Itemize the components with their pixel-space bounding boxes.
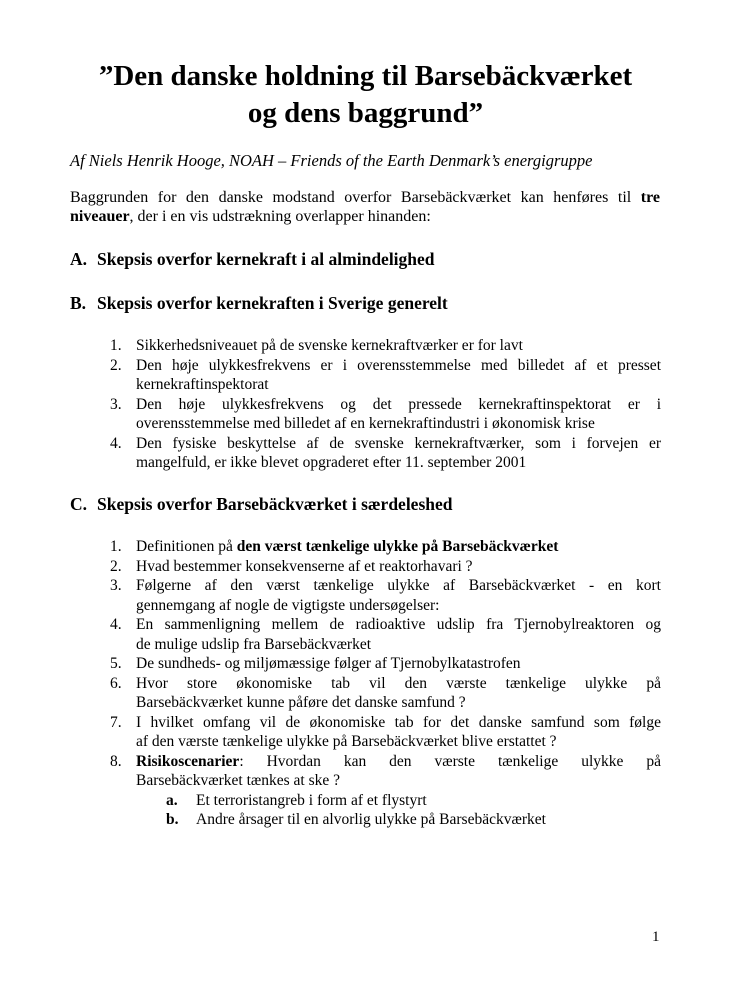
list-item <box>110 654 661 674</box>
section-b-list <box>110 336 661 473</box>
intro-line-2 <box>70 207 660 226</box>
list-line <box>136 752 661 772</box>
list-item-text <box>136 557 661 577</box>
list-number: 1. <box>110 337 122 354</box>
sublist-item <box>166 810 661 830</box>
list-item <box>110 615 661 654</box>
list-text: : Hvordan kan den værste tænkelige ulykke på <box>239 752 661 770</box>
list-item-text <box>136 537 661 557</box>
list-number: 3. <box>110 395 122 413</box>
list-text: Definitionen på <box>136 538 237 555</box>
list-number: 1. <box>110 538 122 555</box>
section-title: Skepsis overfor Barsebäckværket i særdeleshed <box>97 494 453 514</box>
list-item <box>110 356 661 395</box>
list-item-text <box>136 356 661 395</box>
list-line: Den høje ulykkesfrekvens og det pressede kernekraftinspektorat er i <box>136 395 661 413</box>
section-c-heading <box>70 494 453 515</box>
list-item <box>110 674 661 713</box>
list-line: mangelfuld, er ikke blevet opgraderet efter 11. september 2001 <box>136 454 527 471</box>
list-number: 4. <box>110 616 122 633</box>
list-line: Den fysiske beskyttelse af de svenske kernekraftværker, som i forvejen er <box>136 434 661 452</box>
list-number: 2. <box>110 557 122 575</box>
list-item <box>110 557 661 577</box>
list-item-text <box>136 674 661 713</box>
list-line: Hvor store økonomiske tab vil den værste tænkelige ulykke på <box>136 674 661 692</box>
sublist-letter: b. <box>166 811 179 828</box>
intro-paragraph <box>70 188 660 226</box>
list-line: Barsebäckværket tænkes at ske ? <box>136 772 341 789</box>
list-line <box>136 537 661 557</box>
list-line: De sundheds- og miljømæssige følger af Tjernobylkatastrofen <box>136 655 521 672</box>
intro-text: , der i en vis udstrækning overlapper hinanden: <box>129 208 431 225</box>
list-line: gennemgang af nogle de vigtigste undersøgelser: <box>136 596 440 614</box>
author-line: Af Niels Henrik Hooge, NOAH – Friends of the Earth Denmark’s energigruppe <box>70 151 593 170</box>
list-line: Sikkerhedsniveauet på de svenske kernekraftværker er for lavt <box>136 337 523 354</box>
list-number: 6. <box>110 674 122 692</box>
list-line: Barsebäckværket kunne påføre det danske samfund ? <box>136 694 466 711</box>
intro-emphasis: niveauer <box>70 208 130 225</box>
list-item <box>110 434 661 473</box>
list-item-text <box>136 752 661 791</box>
section-title: Skepsis overfor kernekraften i Sverige generelt <box>97 293 448 313</box>
section-letter: A. <box>70 249 88 269</box>
sublist-letter: a. <box>166 791 178 809</box>
list-line: kernekraftinspektorat <box>136 376 269 393</box>
list-line: de mulige udslip fra Barsebäckværket <box>136 635 372 653</box>
intro-text: Baggrunden for den danske modstand overfor Barsebäckværket kan henføres til <box>70 189 641 206</box>
list-item-text <box>136 654 661 674</box>
section-a-heading <box>70 249 435 270</box>
list-line: Den høje ulykkesfrekvens er i overensstemmelse med billedet af et presset <box>136 356 661 374</box>
sublist-text: Andre årsager til en alvorlig ulykke på Barsebäckværket <box>196 811 546 828</box>
section-letter: B. <box>70 293 87 313</box>
list-item <box>110 576 661 615</box>
list-number: 2. <box>110 356 122 374</box>
document-title <box>40 58 691 132</box>
list-number: 5. <box>110 655 122 672</box>
list-number: 8. <box>110 752 122 770</box>
section-c-list <box>110 537 661 830</box>
page-number: 1 <box>652 929 660 945</box>
intro-emphasis: tre <box>640 189 660 206</box>
list-item-text <box>136 615 661 654</box>
list-number: 3. <box>110 577 122 594</box>
title-line-2: og dens baggrund” <box>247 97 484 129</box>
section-letter: C. <box>70 494 88 514</box>
sublist-text: Et terroristangreb i form af et flystyrt <box>196 791 427 809</box>
list-item-text <box>136 434 661 473</box>
list-line: En sammenligning mellem de radioaktive udslip fra Tjernobylreaktoren og <box>136 616 661 633</box>
risk-scenario-sublist <box>136 791 661 830</box>
title-line-1: ”Den danske holdning til Barsebäckværket <box>98 60 633 92</box>
list-item-text <box>136 576 661 615</box>
list-line: I hvilket omfang vil de økonomiske tab for det danske samfund som følge <box>136 713 661 731</box>
section-b-heading <box>70 293 448 314</box>
list-line: Følgerne af den værst tænkelige ulykke af Barsebäckværket - en kort <box>136 577 661 594</box>
sublist-item <box>166 791 661 811</box>
list-item-text <box>136 336 661 356</box>
list-item <box>110 752 661 830</box>
list-item-text <box>136 713 661 752</box>
list-number: 4. <box>110 434 122 452</box>
list-item <box>110 537 661 557</box>
section-title: Skepsis overfor kernekraft i al almindelighed <box>97 249 435 269</box>
list-number: 7. <box>110 713 122 731</box>
list-item <box>110 336 661 356</box>
list-item <box>110 395 661 434</box>
list-line: overensstemmelse med billedet af en kernekraftindustri i økonomisk krise <box>136 415 595 432</box>
list-emphasis: den værst tænkelige ulykke på Barsebäckværket <box>236 538 559 555</box>
list-item <box>110 713 661 752</box>
intro-line-1 <box>70 188 660 207</box>
list-item-text <box>136 395 661 434</box>
list-emphasis: Risikoscenarier <box>136 752 240 770</box>
list-line: af den værste tænkelige ulykke på Barsebäckværket blive erstattet ? <box>136 733 557 750</box>
list-line: Hvad bestemmer konsekvenserne af et reaktorhavari ? <box>136 557 473 575</box>
